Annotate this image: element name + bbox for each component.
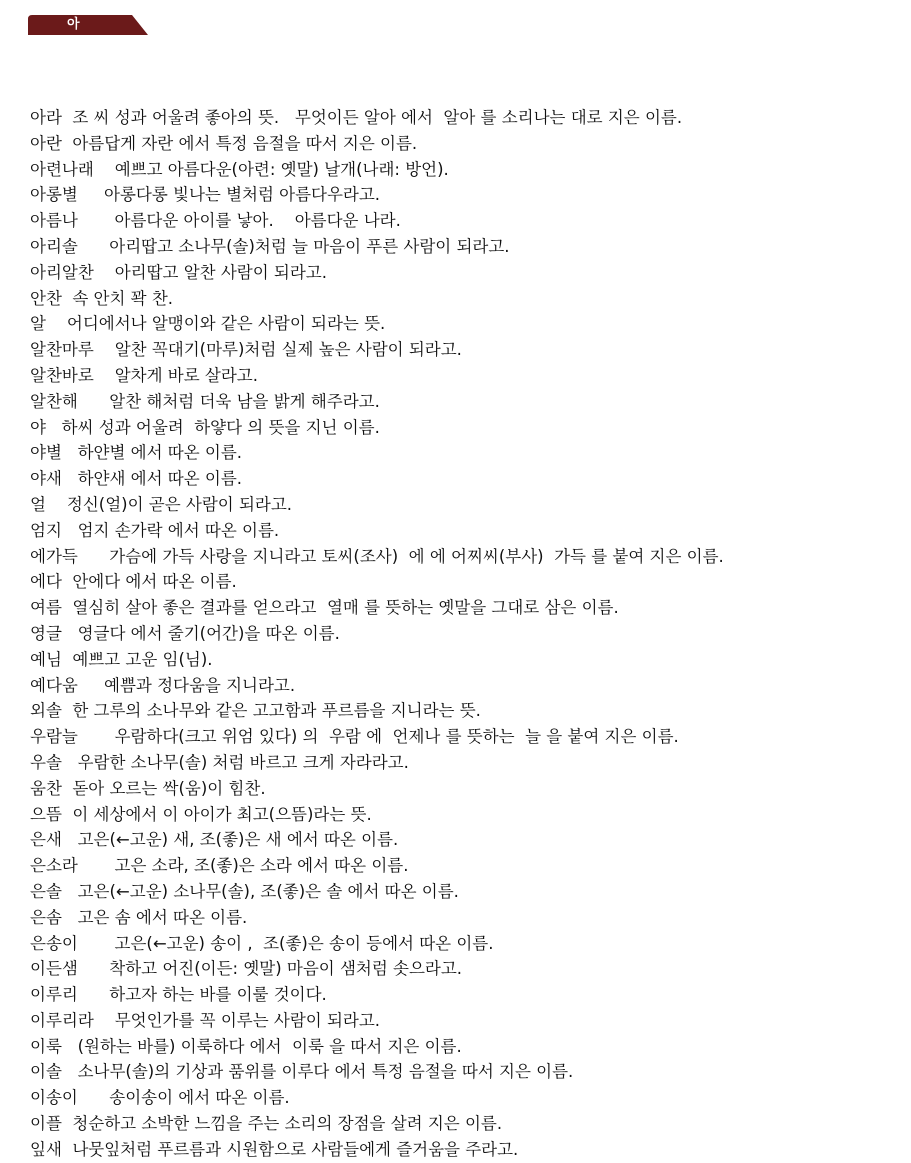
name-entry: 알찬해 알찬 해처럼 더욱 남을 밝게 해주라고. [30, 391, 380, 411]
name-entry: 아리알찬 아리땁고 알찬 사람이 되라고. [30, 262, 327, 282]
name-entry: 얼 정신(얼)이 곧은 사람이 되라고. [30, 494, 293, 514]
name-entry: 야 하씨 성과 어울려 하얗다 의 뜻을 지닌 이름. [30, 417, 380, 437]
name-entry: 은솔 고은(←고운) 소나무(솔), 조(좋)은 솔 에서 따온 이름. [30, 881, 459, 901]
name-entry: 에가득 가슴에 가득 사랑을 지니라고 토씨(조사) 에 에 어찌씨(부사) 가득 를 붙여 지은 이름. [30, 546, 724, 566]
name-entry: 아름나 아름다운 아이를 낳아. 아름다운 나라. [30, 211, 401, 231]
name-entry: 외솔 한 그루의 소나무와 같은 고고함과 푸르름을 지니라는 뜻. [30, 701, 481, 721]
name-entry: 으뜸 이 세상에서 이 아이가 최고(으뜸)라는 뜻. [30, 804, 372, 824]
name-entry: 우솔 우람한 소나무(솔) 처럼 바르고 크게 자라라고. [30, 752, 409, 772]
name-entry: 안찬 속 안치 꽉 찬. [30, 288, 174, 308]
name-entry: 이룩 (원하는 바를) 이룩하다 에서 이룩 을 따서 지은 이름. [30, 1036, 462, 1056]
section-tab-label: 아 [67, 17, 80, 32]
name-entry: 영글 영글다 에서 줄기(어간)을 따온 이름. [30, 623, 340, 643]
name-entry: 알찬바로 알차게 바로 살라고. [30, 365, 258, 385]
name-entry: 알찬마루 알찬 꼭대기(마루)처럼 실제 높은 사람이 되라고. [30, 340, 462, 360]
name-entry: 이솔 소나무(솔)의 기상과 품위를 이루다 에서 특정 음절을 따서 지은 이름. [30, 1062, 574, 1082]
name-entry: 예님 예쁘고 고운 임(님). [30, 649, 213, 669]
name-entry: 야새 하얀새 에서 따온 이름. [30, 469, 243, 489]
name-entry: 야별 하얀별 에서 따온 이름. [30, 443, 243, 463]
name-entry: 아라 조 씨 성과 어울려 좋아의 뜻. 무엇이든 알아 에서 알아 를 소리나는 대로 지은 이름. [30, 108, 683, 127]
name-entry-list [30, 105, 905, 1163]
name-entry: 여름 열심히 살아 좋은 결과를 얻으라고 열매 를 뜻하는 옛말을 그대로 삼은 이름. [30, 598, 619, 618]
name-entry: 우람늘 우람하다(크고 위엄 있다) 의 우람 에 언제나 를 뜻하는 늘 을 붙여 지은 이름. [30, 727, 679, 747]
section-tab [28, 15, 148, 35]
name-entry: 움찬 돋아 오르는 싹(움)이 힘찬. [30, 778, 266, 798]
name-entry: 아롱별 아롱다롱 빛나는 별처럼 아름다우라고. [30, 185, 381, 205]
name-entry: 은소라 고은 소라, 조(좋)은 소라 에서 따온 이름. [30, 856, 409, 876]
name-entry: 예다움 예쁨과 정다움을 지니라고. [30, 675, 296, 695]
name-entry: 이든샘 착하고 어진(이든: 옛말) 마음이 샘처럼 솟으라고. [30, 959, 463, 979]
name-entry: 에다 안에다 에서 따온 이름. [30, 572, 237, 592]
name-entry: 이루리라 무엇인가를 꼭 이루는 사람이 되라고. [30, 1010, 381, 1030]
section-tab-shape [28, 15, 148, 35]
name-entry: 엄지 엄지 손가락 에서 따온 이름. [30, 520, 280, 540]
name-entry: 은솜 고은 솜 에서 따온 이름. [30, 907, 248, 927]
name-entry: 이플 청순하고 소박한 느낌을 주는 소리의 장점을 살려 지은 이름. [30, 1114, 503, 1134]
name-entry: 은송이 고은(←고운) 송이 , 조(좋)은 송이 등에서 따온 이름. [30, 933, 494, 953]
name-entry: 아리솔 아리땁고 소나무(솔)처럼 늘 마음이 푸른 사람이 되라고. [30, 236, 510, 256]
name-entry: 이송이 송이송이 에서 따온 이름. [30, 1088, 290, 1108]
name-entry: 알 어디에서나 알맹이와 같은 사람이 되라는 뜻. [30, 314, 386, 334]
name-entry: 아련나래 예쁘고 아름다운(아련: 옛말) 날개(나래: 방언). [30, 159, 449, 179]
name-entry: 이루리 하고자 하는 바를 이룰 것이다. [30, 985, 327, 1005]
name-entry: 아란 아름답게 자란 에서 특정 음절을 따서 지은 이름. [30, 133, 418, 153]
name-entry: 은새 고은(←고운) 새, 조(좋)은 새 에서 따온 이름. [30, 830, 399, 850]
name-entry: 잎새 나뭇잎처럼 푸르름과 시원함으로 사람들에게 즐거움을 주라고. [30, 1139, 519, 1159]
